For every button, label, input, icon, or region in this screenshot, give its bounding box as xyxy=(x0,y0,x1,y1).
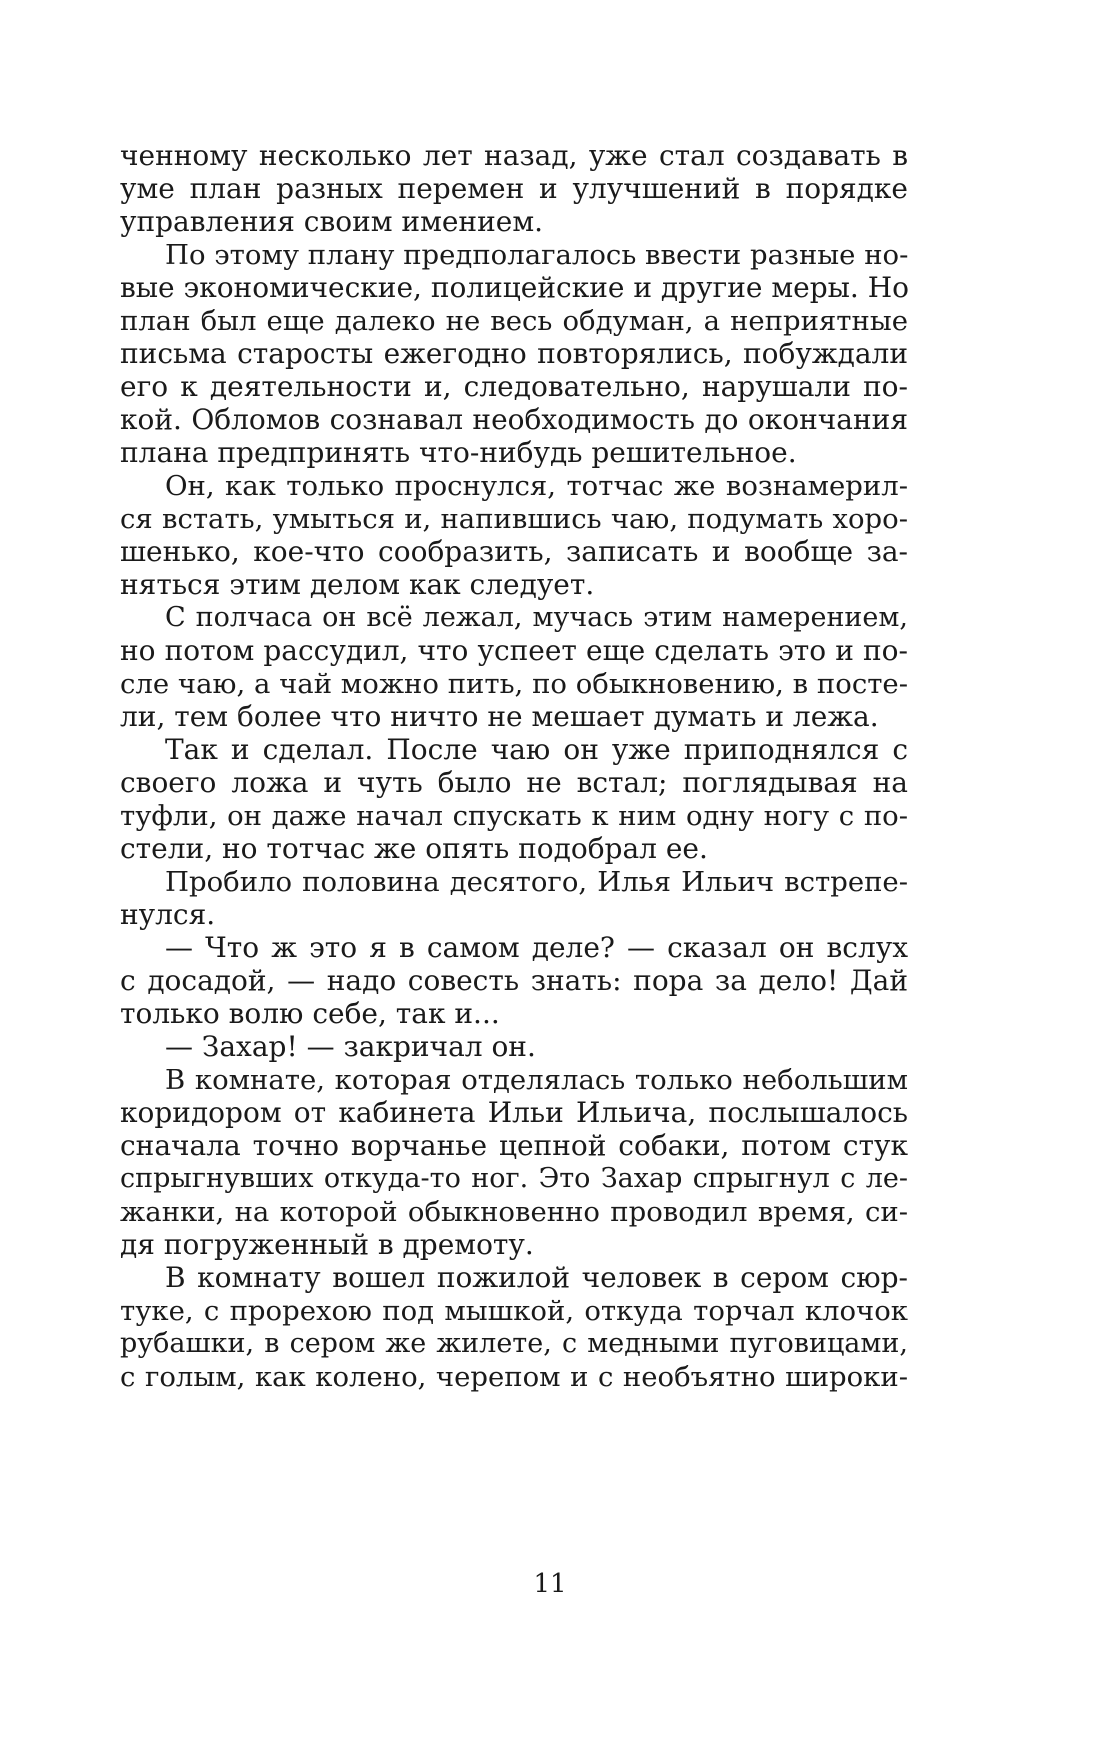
text-line: ли, тем более что ничто не мешает думать и лежа. xyxy=(120,700,879,733)
text-line: В комнате, которая отделялась только небольшим xyxy=(165,1064,908,1096)
text-line: ся встать, умыться и, напившись чаю, подумать хоро- xyxy=(120,503,908,535)
text-line: туфли, он даже начал спускать к ним одну ногу с по- xyxy=(120,800,908,832)
text-line: сле чаю, а чай можно пить, по обыкновению, в посте- xyxy=(120,668,908,700)
text-line: Пробило половина десятого, Илья Ильич встрепе- xyxy=(165,866,908,898)
text-line: только волю себе, так и... xyxy=(120,997,500,1030)
page-number: 11 xyxy=(533,1569,567,1599)
text-line: с досадой, — надо совесть знать: пора за дело! Дай xyxy=(120,964,908,997)
text-line: своего ложа и чуть было не встал; поглядывая на xyxy=(120,766,908,799)
text-line: плана предпринять что-нибудь решительное. xyxy=(120,436,797,469)
text-line: письма старосты ежегодно повторялись, побуждали xyxy=(120,337,908,370)
text-line: сначала точно ворчанье цепной собаки, потом стук xyxy=(120,1129,908,1162)
text-line: ченному несколько лет назад, уже стал создавать в xyxy=(120,139,908,172)
text-line: дя погруженный в дремоту. xyxy=(120,1228,534,1261)
text-line: спрыгнувших откуда-то ног. Это Захар спрыгнул с ле- xyxy=(120,1163,908,1194)
text-line: В комнату вошел пожилой человек в сером сюр- xyxy=(165,1261,908,1294)
text-line: С полчаса он всё лежал, мучась этим намерением, xyxy=(165,602,908,633)
text-line: план был еще далеко не весь обдуман, а неприятные xyxy=(120,305,908,337)
text-line: По этому плану предполагалось ввести разные но- xyxy=(165,239,909,271)
text-line: няться этим делом как следует. xyxy=(120,568,595,601)
text-line: нулся. xyxy=(120,898,216,931)
text-line: кой. Обломов сознавал необходимость до окончания xyxy=(120,403,908,436)
text-line: рубашки, в сером же жилете, с медными пуговицами, xyxy=(120,1328,908,1359)
text-line: стели, но тотчас же опять подобрал ее. xyxy=(120,832,708,865)
text-line: туке, с прорехою под мышкой, откуда торчал клочок xyxy=(120,1295,908,1327)
text-line: шенько, кое-что сообразить, записать и вообще за- xyxy=(120,535,908,568)
text-line: вые экономические, полицейские и другие меры. Но xyxy=(120,271,909,304)
text-line: его к деятельности и, следовательно, нарушали по- xyxy=(120,370,908,403)
text-line: с голым, как колено, черепом и с необъятно широки- xyxy=(120,1361,908,1393)
text-line: коридором от кабинета Ильи Ильича, послышалось xyxy=(120,1096,908,1129)
text-line: жанки, на которой обыкновенно проводил время, си- xyxy=(120,1196,908,1228)
text-line: — Что ж это я в самом деле? — сказал он вслух xyxy=(165,931,908,964)
text-line: — Захар! — закричал он. xyxy=(165,1030,536,1063)
text-line: управления своим имением. xyxy=(120,205,543,238)
text-line: Так и сделал. После чаю он уже приподнялся с xyxy=(165,733,908,766)
text-line: уме план разных перемен и улучшений в порядке xyxy=(120,172,908,205)
text-line: но потом рассудил, что успеет еще сделать это и по- xyxy=(120,634,908,667)
text-line: Он, как только проснулся, тотчас же вознамерил- xyxy=(165,470,908,502)
